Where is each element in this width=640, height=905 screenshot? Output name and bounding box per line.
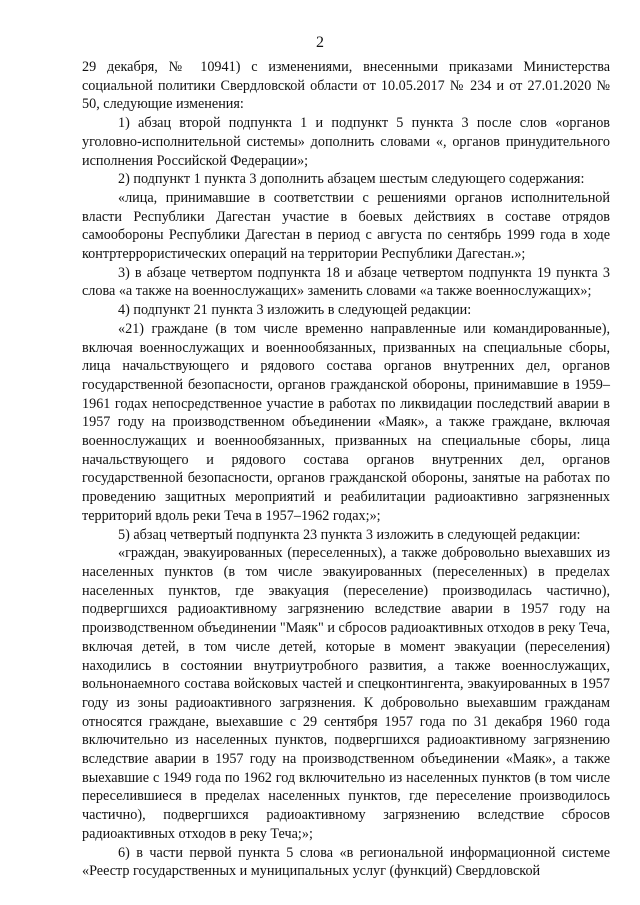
page-number: 2 (316, 34, 324, 51)
paragraph-item-1: 1) абзац второй подпункта 1 и подпункт 5 пункта 3 после слов «органов уголовно-исполнительной системы» дополнить словами «, органов принудительного исполнения Российской Федерации»; (82, 115, 610, 169)
paragraph-item-2: 2) подпункт 1 пункта 3 дополнить абзацем шестым следующего содержания: (118, 171, 585, 188)
paragraph-intro: 29 декабря, № 10941) с изменениями, внесенными приказами Министерства социальной политики Свердловской области от 10.05.2017 № 234 и от 27.01.2020 № 50, следующие изменения: (82, 59, 610, 113)
document-body (82, 58, 610, 881)
paragraph-item-5-text: «граждан, эвакуированных (переселенных), а также добровольно выехавших из населенных пунктов (в том числе эвакуированных (переселенных) в пределах населенных пунктов, где эвакуация (переселение) производилась частично), подвергшихся радиоактивному загрязнению вследствие аварии в 1957 году на производственном объединении "Маяк" и сбросов радиоактивных отходов в реку Теча, включая детей, в том числе детей, которые в момент эвакуации (переселения) находились в состоянии внутриутробного развития, а также военнослужащих, вольнонаемного состава войсковых частей и спецконтингента, эвакуированных в 1957 году из зоны радиоактивного загрязнения. К добровольно выехавшим гражданам относятся граждане, выехавшие с 29 сентября 1957 года по 31 декабря 1960 года включительно из населенных пунктов, подвергшихся радиоактивному загрязнению вследствие аварии в 1957 году на производственном объединении «Маяк», а также выехавшие с 1949 года по 1962 год включительно из населенных пунктов (в том числе переселившиеся в пределах населенных пунктов, где переселение производилось частично), подвергшихся радиоактивному загрязнению вследствие сбросов радиоактивных отходов в реку Теча;»; (82, 545, 610, 842)
paragraph-item-4-text: «21) граждане (в том числе временно направленные или командированные), включая военнослужащих и военнообязанных, призванных на специальные сборы, лица начальствующего и рядового состава органов внутренних дел, органов государственной безопасности, органов гражданской обороны, принимавшие в 1959–1961 годах непосредственное участие в работах по ликвидации последствий аварии в 1957 году на производственном объединении «Маяк», а также граждане, включая военнослужащих и военнообязанных, призванных на специальные сборы, лица начальствующего и рядового состава органов внутренних дел, органов государственной безопасности, органов гражданской обороны, занятые на работах по проведению защитных мероприятий и реабилитации радиоактивно загрязненных территорий вдоль реки Теча в 1957–1962 годах;»; (82, 320, 610, 524)
paragraph-item-6: 6) в части первой пункта 5 слова «в региональной информационной системе «Реестр государственных и муниципальных услуг (функций) Свердловской (82, 844, 610, 880)
paragraph-item-4: 4) подпункт 21 пункта 3 изложить в следующей редакции: (118, 302, 472, 319)
paragraph-item-5: 5) абзац четвертый подпункта 23 пункта 3 изложить в следующей редакции: (118, 526, 581, 543)
paragraph-item-3: 3) в абзаце четвертом подпункта 18 и абзаце четвертом подпункта 19 пункта 3 слова «а также на военнослужащих» заменить словами «а также военнослужащих»; (82, 264, 610, 300)
paragraph-item-2-text: «лица, принимавшие в соответствии с решениями органов исполнительной власти Республики Дагестан участие в боевых действиях в составе отрядов самообороны Республики Дагестан в период с августа по сентябрь 1999 года в ходе контртеррористических операций на территории Республики Дагестан.»; (82, 189, 610, 263)
